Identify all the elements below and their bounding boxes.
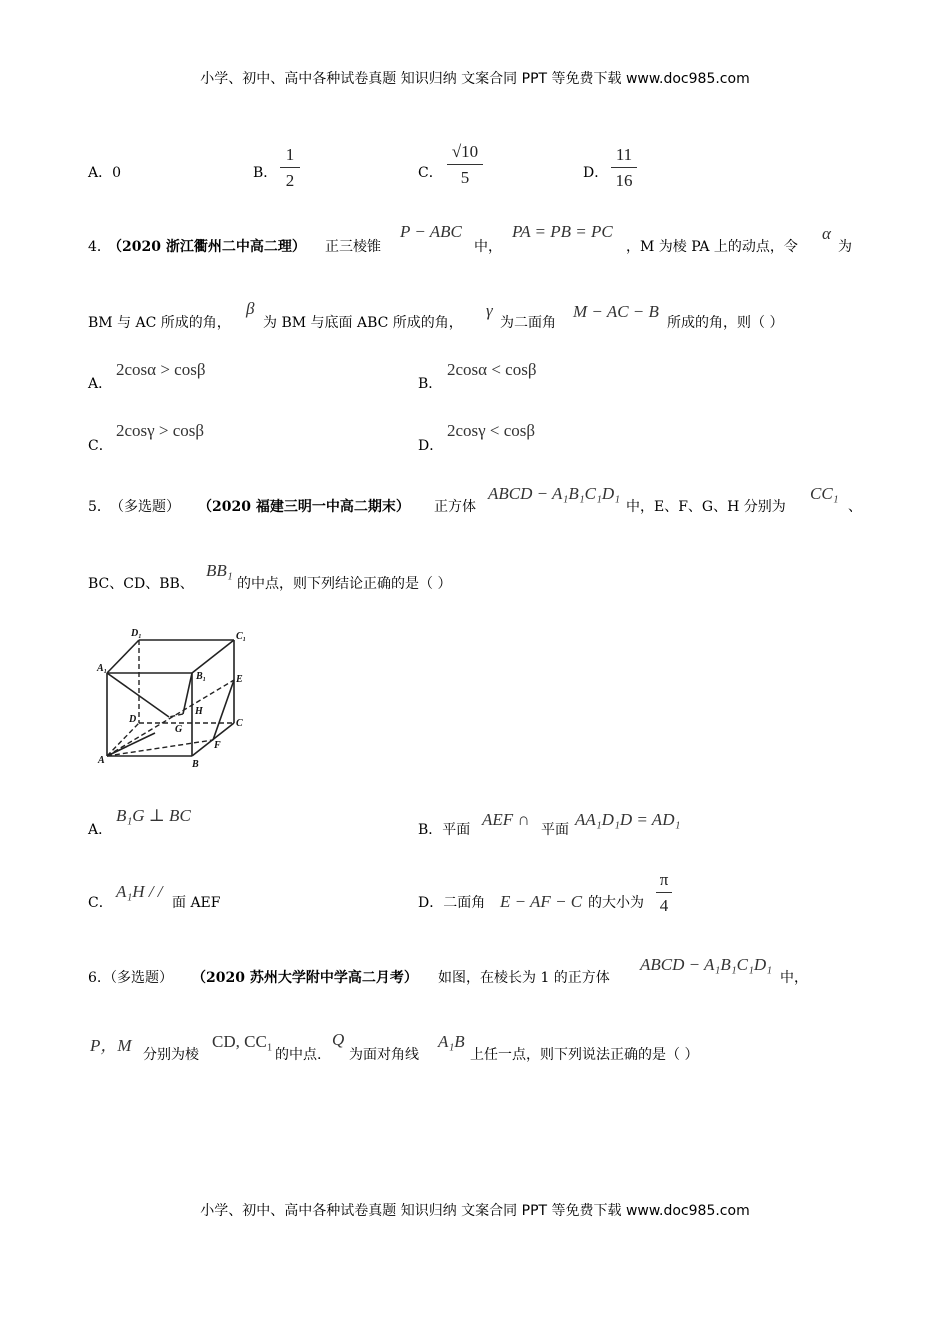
line-b1h [183, 673, 192, 714]
label-c: C [236, 718, 243, 729]
line-a1g [107, 673, 169, 717]
q5-option-b-expr-1: AEF ∩ [482, 810, 530, 829]
label-b1: B₁ [196, 671, 207, 682]
label-h: H [195, 706, 203, 717]
q3-option-b-label: B． [253, 165, 278, 181]
q5-option-d-label: D．二面角 [418, 895, 486, 911]
q3-b-numerator: 1 [280, 145, 300, 168]
q6-text-2: 中， [780, 970, 808, 986]
q4-option-a: 2cosα > cosβ [116, 360, 206, 379]
q3-b-denominator: 2 [285, 171, 295, 190]
q5-option-c-label: C． [88, 895, 113, 911]
q4-beta: β [246, 299, 255, 318]
page-footer: 小学、初中、高中各种试卷真题 知识归纳 文案合同 PPT 等免费下载 www.doc985.com [200, 1203, 750, 1219]
q4-text-6: 为 BM 与底面 ABC 所成的角， [263, 315, 463, 331]
q6-q: Q [332, 1030, 345, 1049]
q4-text-8: 所成的角，则（ ） [667, 315, 784, 331]
q6-text-5: 为面对角线 [349, 1047, 419, 1063]
q5-cube-expr: ABCD − A₁B₁C₁D₁ [488, 484, 621, 503]
q6-text-1: 如图，在棱长为 1 的正方体 [438, 970, 610, 986]
edge-a1d1 [107, 640, 139, 673]
q3-c-denominator: 5 [460, 168, 470, 187]
q6-source: （2020 苏州大学附中学高二月考） [192, 970, 418, 986]
q5-text-1: 正方体 [434, 499, 476, 515]
q4-text-5: BM 与 AC 所成的角， [88, 315, 231, 331]
q5-option-b-expr-2: AA₁D₁D = AD₁ [575, 810, 681, 829]
q4-alpha: α [822, 224, 831, 243]
q4-text-2: 中， [474, 239, 502, 255]
q4-option-c: 2cosγ > cosβ [116, 421, 205, 440]
q6-text-3: 分别为棱 [143, 1047, 199, 1063]
q5-option-d-expr: E − AF − C [500, 892, 583, 911]
q5-number: 5． [88, 499, 111, 515]
q3-option-b-fraction [280, 145, 300, 191]
q5-option-b-mid: 平面 [541, 822, 569, 838]
q6-edges: CD, CC₁ [212, 1032, 273, 1051]
label-e: E [236, 674, 243, 685]
q5-source: （2020 福建三明一中高二期末） [198, 499, 410, 515]
q5-text-4: BC、CD、BB、 [88, 576, 194, 592]
q4-source: （2020 浙江衢州二中高二理） [108, 239, 306, 255]
edge-c1b1 [192, 640, 234, 673]
q5-tag: （多选题） [110, 499, 180, 515]
label-d1: D₁ [131, 628, 142, 639]
q6-cube-expr: ABCD − A₁B₁C₁D₁ [640, 955, 773, 974]
q4-text-3: ，M 为棱 PA 上的动点，令 [626, 239, 798, 255]
q6-text-4: 的中点. [275, 1047, 322, 1063]
label-d: D [129, 714, 137, 725]
q4-option-d-label: D． [418, 438, 444, 454]
q4-option-d: 2cosγ < cosβ [447, 421, 536, 440]
q4-expr-equal: PA = PB = PC [512, 222, 613, 241]
q3-option-d-label: D． [583, 165, 609, 181]
q4-option-b-label: B． [418, 376, 443, 392]
q4-expr-dihedral: M − AC − B [573, 302, 659, 321]
label-c1: C₁ [236, 631, 247, 642]
q3-option-c-label: C． [418, 165, 443, 181]
q4-number: 4． [88, 239, 111, 255]
q6-text-6: 上任一点，则下列说法正确的是（ ） [470, 1047, 699, 1063]
q4-option-b: 2cosα < cosβ [447, 360, 537, 379]
hidden-edge-ad [107, 723, 139, 756]
q5-d-numerator: π [656, 870, 672, 893]
cube-figure [95, 625, 265, 770]
q4-text-1: 正三棱锥 [325, 239, 381, 255]
q3-d-numerator: 11 [611, 145, 637, 168]
q4-expr-pabc: P − ABC [400, 222, 462, 241]
q5-text-2: 中，E、F、G、H 分别为 [626, 499, 786, 515]
q4-option-c-label: C． [88, 438, 113, 454]
q4-text-4: 为 [838, 239, 852, 255]
q5-option-c-expr: A₁H / / [116, 882, 163, 901]
q3-option-d-fraction [611, 145, 637, 191]
label-a1: A₁ [97, 663, 108, 674]
q4-gamma: γ [486, 301, 493, 320]
q5-text-5: 的中点，则下列结论正确的是（ ） [237, 576, 452, 592]
q5-option-d-fraction [656, 870, 672, 916]
label-g: G [175, 724, 183, 735]
q5-option-a: B₁G ⊥ BC [116, 806, 191, 825]
q3-option-c-fraction [447, 142, 483, 188]
label-f: F [214, 740, 221, 751]
q5-option-b-label: B．平面 [418, 822, 471, 838]
q5-bb1: BB₁ [206, 561, 233, 580]
q5-d-denominator: 4 [659, 896, 669, 915]
q3-c-numerator: √10 [447, 142, 483, 165]
q4-option-a-label: A． [88, 376, 113, 392]
page-header: 小学、初中、高中各种试卷真题 知识归纳 文案合同 PPT 等免费下载 www.doc985.com [200, 71, 750, 87]
q4-text-7: 为二面角 [500, 315, 556, 331]
label-a: A [98, 755, 105, 766]
q6-a1b: A₁B [438, 1032, 465, 1051]
label-b: B [192, 759, 199, 770]
q5-option-d-text: 的大小为 [588, 895, 644, 911]
q5-text-3: 、 [848, 499, 862, 515]
q6-tag: （多选题） [103, 970, 173, 986]
q5-cc1: CC₁ [810, 484, 839, 503]
q5-option-c-text: 面 AEF [172, 895, 221, 911]
q3-option-a: A．0 [88, 165, 122, 181]
q6-pm: P，M [90, 1036, 132, 1055]
q3-d-denominator: 16 [615, 171, 633, 190]
q6-number: 6. [88, 970, 102, 986]
q5-option-a-label: A． [88, 822, 113, 838]
